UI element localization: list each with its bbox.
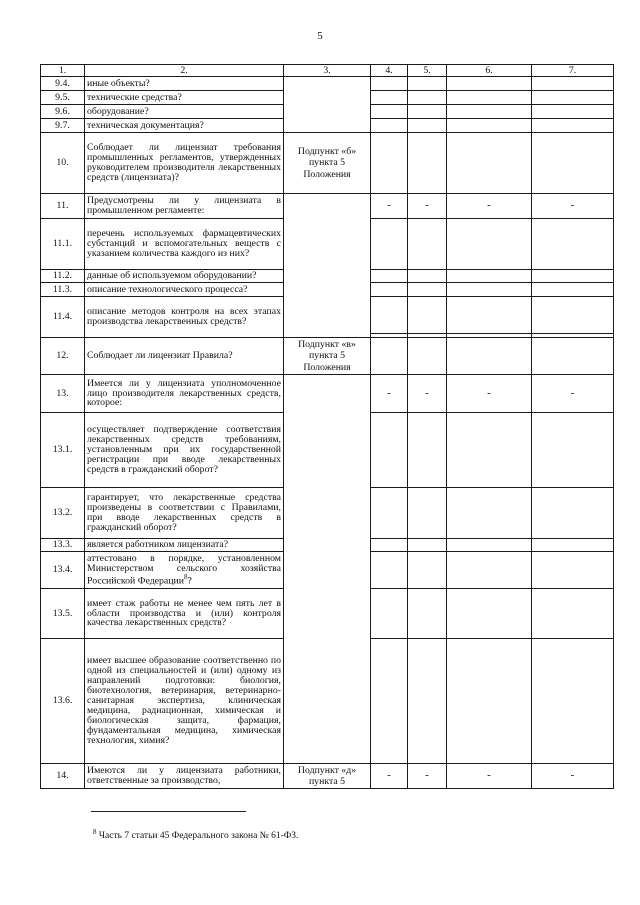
- footnote: [93, 828, 298, 841]
- dash-mark: -: [447, 764, 532, 789]
- inspection-checklist-table: [40, 64, 614, 789]
- dash-mark: -: [532, 194, 614, 219]
- table-row: [41, 338, 614, 375]
- row-number: 9.7.: [41, 119, 85, 133]
- row-question: Соблюдает ли лицензиат требования промышленных регламентов, утвержденных руководителем производителя лекарственных средств (лицензиата)?: [85, 133, 284, 194]
- footnote-ref: 8: [184, 572, 188, 581]
- row-number: 9.4.: [41, 77, 85, 91]
- row-question: перечень используемых фармацевтических субстанций и вспомогательных веществ с указанием количества каждого из них?: [85, 219, 284, 270]
- row-number: 13.4.: [41, 552, 85, 589]
- row-question: Имеются ли у лицензиата работники, ответственные за производство,: [85, 764, 284, 789]
- row-number: 11.2.: [41, 270, 85, 283]
- header-col-2: 2.: [85, 65, 284, 77]
- row-question-tail: ?: [187, 575, 192, 587]
- dash-mark: -: [408, 194, 447, 219]
- table-row: [41, 194, 614, 219]
- legal-ref-cell: [284, 77, 371, 133]
- row-question: техническая документация?: [85, 119, 284, 133]
- header-col-4: 4.: [371, 65, 408, 77]
- row-question: имеет стаж работы не менее чем пять лет в области производства и (или) контроля качества лекарственных средств?: [85, 589, 284, 639]
- header-col-7: 7.: [532, 65, 614, 77]
- row-number: 13.: [41, 375, 85, 413]
- dash-mark: -: [408, 375, 447, 413]
- row-number: 11.1.: [41, 219, 85, 270]
- row-question: оборудование?: [85, 105, 284, 119]
- row-number: 13.2.: [41, 488, 85, 539]
- header-col-6: 6.: [447, 65, 532, 77]
- row-number: 13.6.: [41, 639, 85, 764]
- row-question: иные объекты?: [85, 77, 284, 91]
- row-question: осуществляет подтверждение соответствия лекарственных средств требованиям, установленным при их государственной регистрации при вводе лекарственных средств в гражданский оборот?: [85, 413, 284, 488]
- row-question: гарантирует, что лекарственные средства произведены в соответствии с Правилами, при вводе лекарственных средств в гражданский оборот?: [85, 488, 284, 539]
- dash-mark: -: [371, 764, 408, 789]
- legal-ref-cell: Подпункт «д» пункта 5: [284, 764, 371, 789]
- dash-mark: -: [447, 194, 532, 219]
- row-number: 11.: [41, 194, 85, 219]
- row-number: 9.6.: [41, 105, 85, 119]
- dash-mark: -: [371, 194, 408, 219]
- header-col-3: 3.: [284, 65, 371, 77]
- row-question: является работником лицензиата?: [85, 539, 284, 552]
- row-number: 13.5.: [41, 589, 85, 639]
- row-question: Предусмотрены ли у лицензиата в промышленном регламенте:: [85, 194, 284, 219]
- row-number: 12.: [41, 338, 85, 375]
- row-number: 9.5.: [41, 91, 85, 105]
- row-question: описание технологического процесса?: [85, 283, 284, 297]
- page-number: 5: [317, 30, 323, 42]
- dash-mark: -: [532, 764, 614, 789]
- row-question: Соблюдает ли лицензиат Правила?: [85, 338, 284, 375]
- dash-mark: -: [532, 375, 614, 413]
- dash-mark: -: [408, 764, 447, 789]
- row-number: 11.3.: [41, 283, 85, 297]
- legal-ref-cell: [284, 194, 371, 338]
- row-number: 14.: [41, 764, 85, 789]
- row-question: [85, 552, 284, 589]
- legal-ref-cell: Подпункт «в» пункта 5 Положения: [284, 338, 371, 375]
- row-question: имеет высшее образование соответственно по одной из специальностей и (или) одному из направлений подготовки: биология, биотехнология, ветеринария, ветеринарно-санитарная экспертиза, клиническая медицина, радиационная, химическая и биологическая защита, фармация, фундаментальная медицина, химическая технология, химия?: [85, 639, 284, 764]
- footnote-separator: [91, 811, 246, 812]
- table-row: [41, 133, 614, 194]
- footnote-mark: 8: [93, 828, 97, 836]
- row-question: Имеется ли у лицензиата уполномоченное лицо производителя лекарственных средств, которое:: [85, 375, 284, 413]
- dash-mark: -: [371, 375, 408, 413]
- row-question: данные об используемом оборудовании?: [85, 270, 284, 283]
- table-row: [41, 375, 614, 413]
- table-row: [41, 77, 614, 91]
- dash-mark: -: [447, 375, 532, 413]
- row-question-text: аттестовано в порядке, установленном Министерством сельского хозяйства Российской Федерации: [87, 552, 281, 587]
- row-number: 10.: [41, 133, 85, 194]
- header-row: [41, 65, 614, 77]
- table-row: [41, 764, 614, 789]
- row-number: 13.3.: [41, 539, 85, 552]
- header-col-5: 5.: [408, 65, 447, 77]
- row-question: описание методов контроля на всех этапах производства лекарственных средств?: [85, 297, 284, 338]
- row-question: технические средства?: [85, 91, 284, 105]
- legal-ref-cell: Подпункт «б» пункта 5 Положения: [284, 133, 371, 194]
- header-col-1: 1.: [41, 65, 85, 77]
- footnote-text: Часть 7 статьи 45 Федерального закона № 61-ФЗ.: [98, 831, 299, 842]
- row-number: 13.1.: [41, 413, 85, 488]
- row-number: 11.4.: [41, 297, 85, 338]
- legal-ref-cell: [284, 375, 371, 764]
